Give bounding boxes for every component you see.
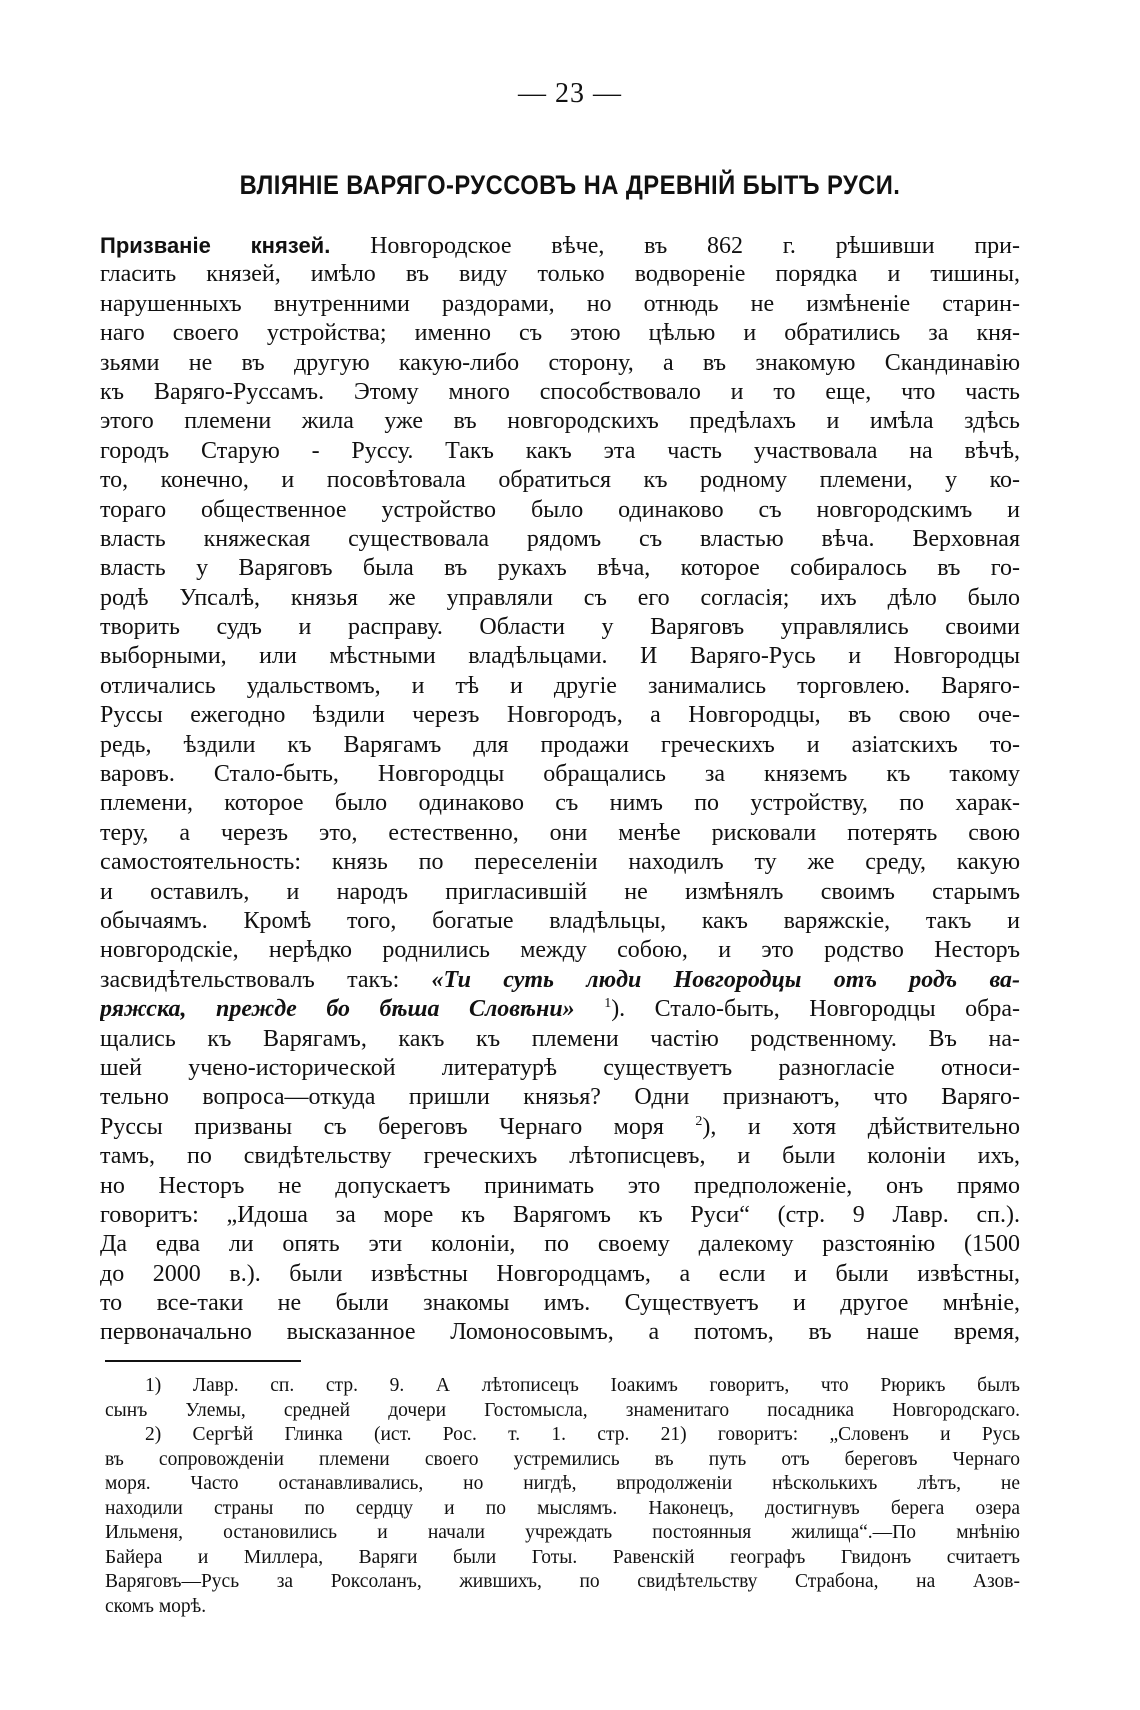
footnote-line: скомъ морѣ. [105,1595,207,1617]
text-line: выборными, или мѣстными владѣльцами. И Варяго-Русь и Новгородцы [100,643,1020,670]
text-line [100,966,1020,995]
text-line-content: Руссы призваны съ береговъ Чернаго моря [100,1113,696,1140]
text-line: къ Варяго-Руссамъ. Этому много способствовало и то еще, что часть [100,378,1020,405]
footnote-line: 1) Лавр. сп. стр. 9. А лѣтописецъ Іоакимъ говоритъ, что Рюрикъ былъ [145,1375,1020,1396]
footnote-ref-2: 2 [695,1113,703,1129]
text-line: но Несторъ не допускаетъ принимать это предположеніе, онъ прямо [100,1172,1020,1199]
text-line: то все-таки не были знакомы имъ. Существуетъ и другое мнѣніе, [100,1290,1020,1317]
text-line: родѣ Упсалѣ, князья же управляли съ его согласія; ихъ дѣло было [100,584,1020,611]
text-line: обычаямъ. Кромѣ того, богатые владѣльцы, какъ варяжскіе, такъ и [100,907,1020,934]
text-line: до 2000 в.). были извѣстны Новгородцамъ, а если и были извѣстны, [100,1260,1020,1287]
text-line: нарушенныхъ внутренними раздорами, но отнюдь не измѣненіе старин- [100,290,1020,317]
text-line: наго своего устройства; именно съ этою цѣлью и обратились за кня- [100,320,1020,347]
text-line: шей учено-исторической литературѣ существуетъ разногласіе относи- [100,1054,1020,1081]
footnote-divider [105,1360,301,1362]
footnote-line: Варяговъ—Русь за Роксоланъ, жившихъ, по свидѣтельству Страбона, на Азов- [105,1571,1020,1592]
text-line: теру, а черезъ это, естественно, они менѣе рисковали потерять свою [100,819,1020,846]
footnote-line: Байера и Миллера, Варяги были Готы. Равенскій географъ Гвидонъ считаетъ [105,1546,1020,1568]
text-line: и оставилъ, и народъ пригласившій не измѣнялъ своимъ старымъ [100,878,1020,905]
text-line: тельно вопроса—откуда пришли князья? Одни признаютъ, что Варяго- [100,1084,1020,1111]
text-line: Да едва ли опять эти колоніи, по своему далекому разстоянію (1500 [100,1231,1020,1258]
text-line: этого племени жила уже въ новгородскихъ предѣлахъ и имѣла здѣсь [100,408,1020,435]
nestor-quote: «Ти суть люди Новгородцы отъ родъ ва- [431,966,1020,993]
footnote-line: Ильменя, остановились и начали учреждать постоянныя жилища“.—По мнѣнію [105,1522,1020,1543]
text-line: власть княжеская существовала рядомъ съ властью вѣча. Верховная [100,525,1020,552]
footnote-line: находили страны по сердцу и по мыслямъ. Наконецъ, достигнувъ берега озера [105,1497,1020,1519]
text-line: племени, которое было одинаково съ нимъ по устройству, по харак- [100,790,1020,817]
footnote-line: моря. Часто останавливались, но нигдѣ, впродолженіи нѣсколькихъ лѣтъ, не [105,1473,1020,1494]
footnote-line: въ сопровожденіи племени своего устремились въ путь отъ береговъ Чернаго [105,1448,1020,1470]
text-line: щались къ Варягамъ, какъ къ племени частію родственному. Въ на- [100,1025,1020,1052]
text-line: гласить князей, имѣло въ виду только водвореніе порядка и тишины, [100,261,1020,288]
text-line: варовъ. Стало-быть, Новгородцы обращались за княземъ къ такому [100,761,1020,788]
text-line: новгородскіе, нерѣдко роднились между собою, и это родство Несторъ [100,937,1020,964]
text-line: отличались удальствомъ, и тѣ и другіе занимались торговлею. Варяго- [100,672,1020,699]
section-heading: Призваніе князей. [100,233,331,258]
text-line: тораго общественное устройство было одинаково съ новгородскимъ и [100,496,1020,523]
text-line: редь, ѣздили къ Варягамъ для продажи греческихъ и азіатскихъ то- [100,731,1020,758]
text-line: творить судъ и расправу. Области у Варяговъ управлялись своими [100,614,1020,641]
text-line: зьями не въ другую какую-либо сторону, а въ знакомую Скандинавію [100,349,1020,376]
page-number: — 23 — [518,78,622,109]
footnotes [105,1374,1020,1619]
footnote-ref-1: 1 [604,996,612,1012]
text-line: тамъ, по свидѣтельству греческихъ лѣтописцевъ, и были колоніи ихъ, [100,1143,1020,1170]
quote-lead-in: засвидѣтельствовалъ такъ: [100,966,432,993]
text-line: первоначально высказанное Ломоносовымъ, а потомъ, въ наше время, [100,1319,1020,1346]
text-line-content: Новгородское вѣче, въ 862 г. рѣшивши при- [330,233,1020,259]
footnote-line: сынъ Улемы, средней дочери Гостомысла, знаменитаго посадника Новгородскаго. [105,1399,1020,1421]
text-line: самостоятельность: князь по переселеніи находилъ ту же среду, какую [100,849,1020,876]
chapter-title: ВЛІЯНІЕ ВАРЯГО-РУССОВЪ НА ДРЕВНІЙ БЫТЪ РУСИ. [239,170,901,200]
text-line: говоритъ: „Идоша за море къ Варягомъ къ Руси“ (стр. 9 Лавр. сп.). [100,1201,1020,1228]
text-line-content: ), и хотя дѣйствительно [702,1113,1020,1140]
text-line: то, конечно, и посовѣтовала обратиться къ родному племени, у ко- [100,467,1020,494]
text-line [100,995,1020,1024]
text-line: городъ Старую - Руссу. Такъ какъ эта часть участвовала на вѣчѣ, [100,437,1020,464]
nestor-quote-end: ряжска, прежде бо бѣша Словѣни» [100,996,575,1023]
main-text [100,231,1020,1348]
text-line [100,1113,1020,1142]
text-line [100,231,1020,260]
text-line: власть у Варяговъ была въ рукахъ вѣча, которое собиралось въ го- [100,555,1020,582]
text-line: Руссы ежегодно ѣздили черезъ Новгородъ, а Новгородцы, въ свою оче- [100,702,1020,729]
text-line-content: ). Стало-быть, Новгородцы обра- [611,996,1020,1023]
footnote-line: 2) Сергѣй Глинка (ист. Рос. т. 1. стр. 21) говоритъ: „Словенъ и Русь [145,1424,1020,1445]
